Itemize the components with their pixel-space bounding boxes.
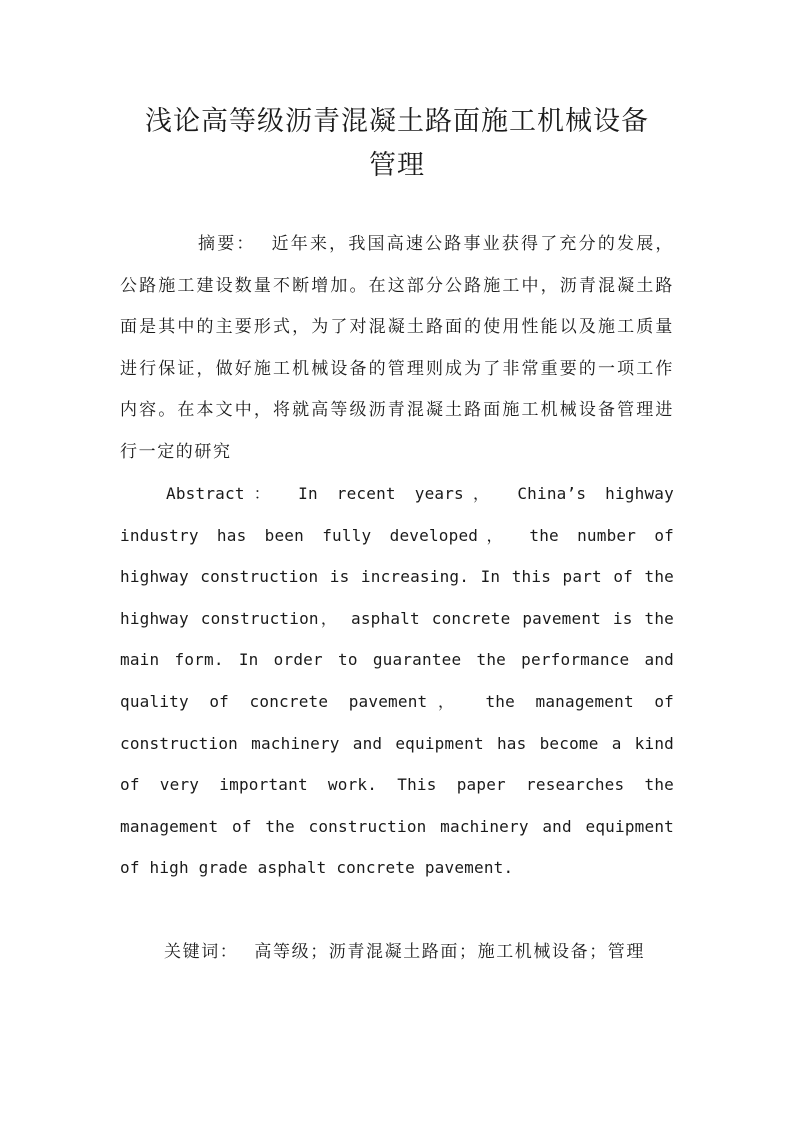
keywords [120,932,674,974]
abstract-chinese-text: 近年来，我国高速公路事业获得了充分的发展，公路施工建设数量不断增加。在这部分公路施工中，沥青混凝土路面是其中的主要形式，为了对混凝土路面的使用性能以及施工质量进行保证，做好施工机械设备的管理则成为了非常重要的一项工作内容。在本文中，将就高等级沥青混凝土路面施工机械设备管理进行一定的研究 [120,234,674,462]
title-line-2: 管理 [369,150,425,181]
abstract-chinese [120,224,674,474]
keywords-label: 关键词： [164,942,239,962]
abstract-english [120,473,674,889]
abstract-english-label: Abstract： [166,484,280,503]
keywords-text: 高等级；沥青混凝土路面；施工机械设备；管理 [254,942,646,962]
title-line-1: 浅论高等级沥青混凝土路面施工机械设备 [145,106,649,137]
abstract-english-text: In recent years， China’s highway industry has been fully developed， the number of highway construction is increasing. In this part of the highway construction， asphalt concrete pavement is the main form. In order to guarantee the performance and quality of concrete pavement， the management of construction machinery and equipment has become a kind of very important work. This paper researches the management of the construction machinery and equipment of high grade asphalt concrete pavement. [120,484,674,878]
abstract-chinese-label: 摘要： [198,234,256,254]
document-title [100,100,694,188]
